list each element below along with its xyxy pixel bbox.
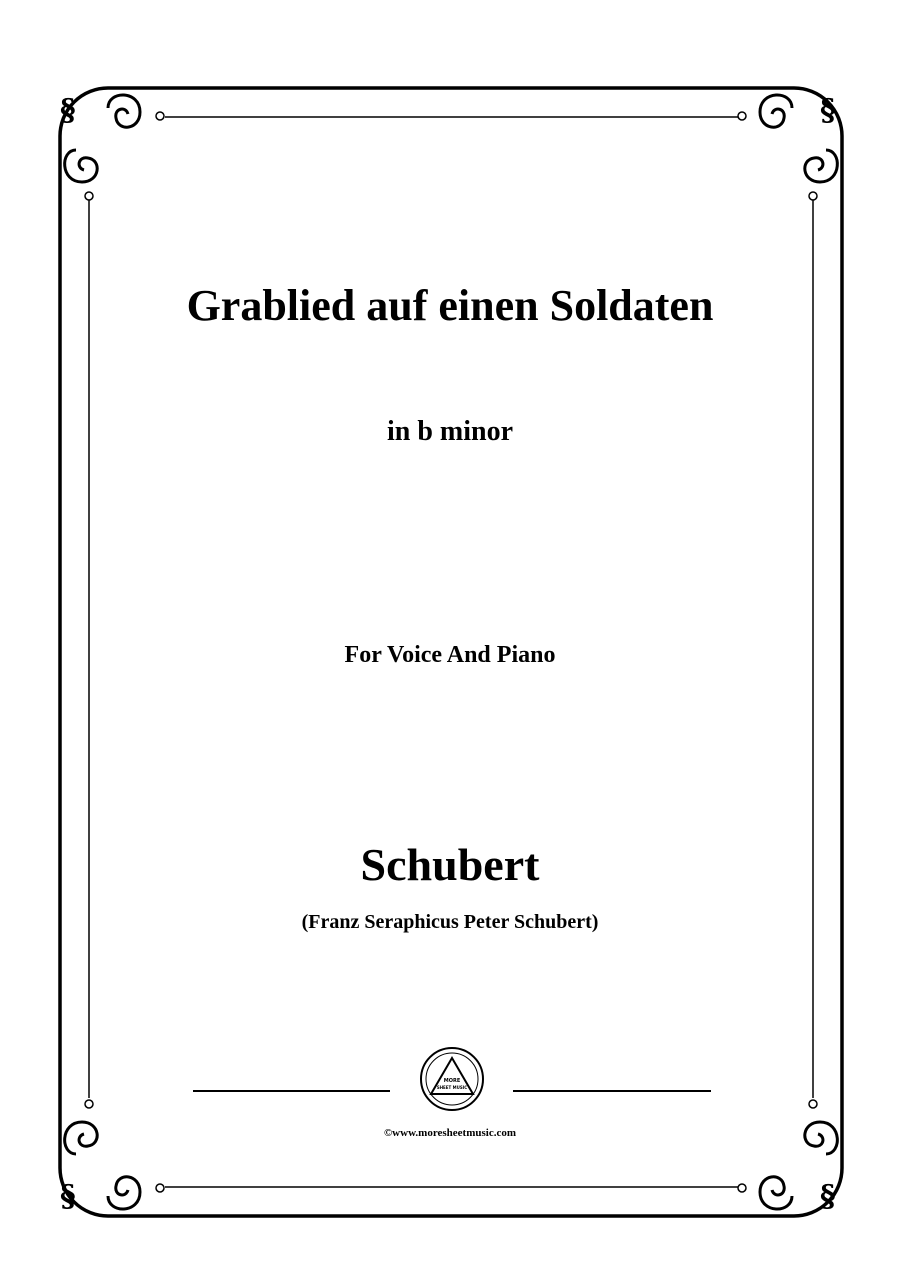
corner-glyph-icon: § [60,93,76,128]
instrumentation-text: For Voice And Piano [344,642,556,668]
composer-name: Schubert [360,839,540,890]
divider-line-left [193,1090,390,1092]
copyright-url[interactable]: ©www.moresheetmusic.com [383,1127,517,1139]
corner-glyph-icon: § [60,1179,76,1214]
logo-text-bottom: SHEET MUSIC [436,1085,468,1090]
corner-scroll-top-left [65,95,164,200]
moresheetmusic-emblem-icon [419,1046,485,1112]
corner-scroll-bottom-left [65,1100,164,1209]
divider-line-right [513,1090,711,1092]
corner-glyph-icon: § [820,93,836,128]
corner-glyph-icon: § [820,1179,836,1214]
key-signature-text: in b minor [386,416,514,447]
score-title: Grablied auf einen Soldaten [186,281,714,330]
composer-full-name: (Franz Seraphicus Peter Schubert) [301,911,599,933]
logo-text-top: MORE [443,1078,461,1084]
